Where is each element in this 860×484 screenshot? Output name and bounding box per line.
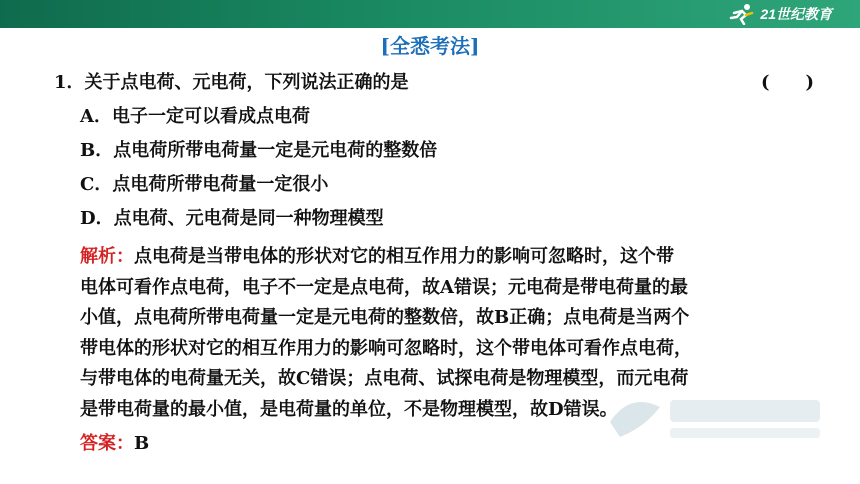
answer-blank: ( ) [760, 72, 814, 93]
answer-label: 答案： [80, 433, 134, 454]
option-a: A．电子一定可以看成点电荷 [80, 106, 310, 127]
answer-value: B [134, 433, 150, 454]
analysis-line: 电体可看作点电荷，电子不一定是点电荷，故A错误；元电荷是带电荷量的最 [80, 276, 688, 298]
option-b: B．点电荷所带电荷量一定是元电荷的整数倍 [80, 140, 438, 161]
analysis-line: 带电体的形状对它的相互作用力的影响可忽略时，这个带电体可看作点电荷， [80, 337, 692, 359]
section-title: [全悉考法] [380, 34, 480, 58]
option-c: C．点电荷所带电荷量一定很小 [80, 174, 329, 195]
logo-text: 21世纪教育 [760, 6, 832, 22]
runner-icon [728, 3, 756, 25]
watermark-logo [600, 382, 830, 452]
question-number: 1． [54, 72, 85, 93]
analysis-line [80, 242, 814, 273]
analysis-text: 点电荷是当带电体的形状对它的相互作用力的影响可忽略时，这个带 [134, 246, 674, 267]
analysis-line: 与带电体的电荷量无关，故C错误；点电荷、试探电荷是物理模型，而元电荷 [80, 368, 689, 389]
header-bar [0, 0, 860, 28]
option-d: D．点电荷、元电荷是同一种物理模型 [80, 208, 384, 229]
analysis-line: 是带电荷量的最小值，是电荷量的单位，不是物理模型，故D错误。 [80, 398, 618, 420]
question-stem-line [54, 66, 814, 100]
analysis-line: 小值，点电荷所带电荷量一定是元电荷的整数倍，故B正确；点电荷是当两个 [80, 307, 690, 328]
question-stem: 关于点电荷、元电荷，下列说法正确的是 [84, 72, 409, 93]
brand-logo [728, 2, 832, 26]
analysis-label: 解析： [80, 246, 134, 267]
